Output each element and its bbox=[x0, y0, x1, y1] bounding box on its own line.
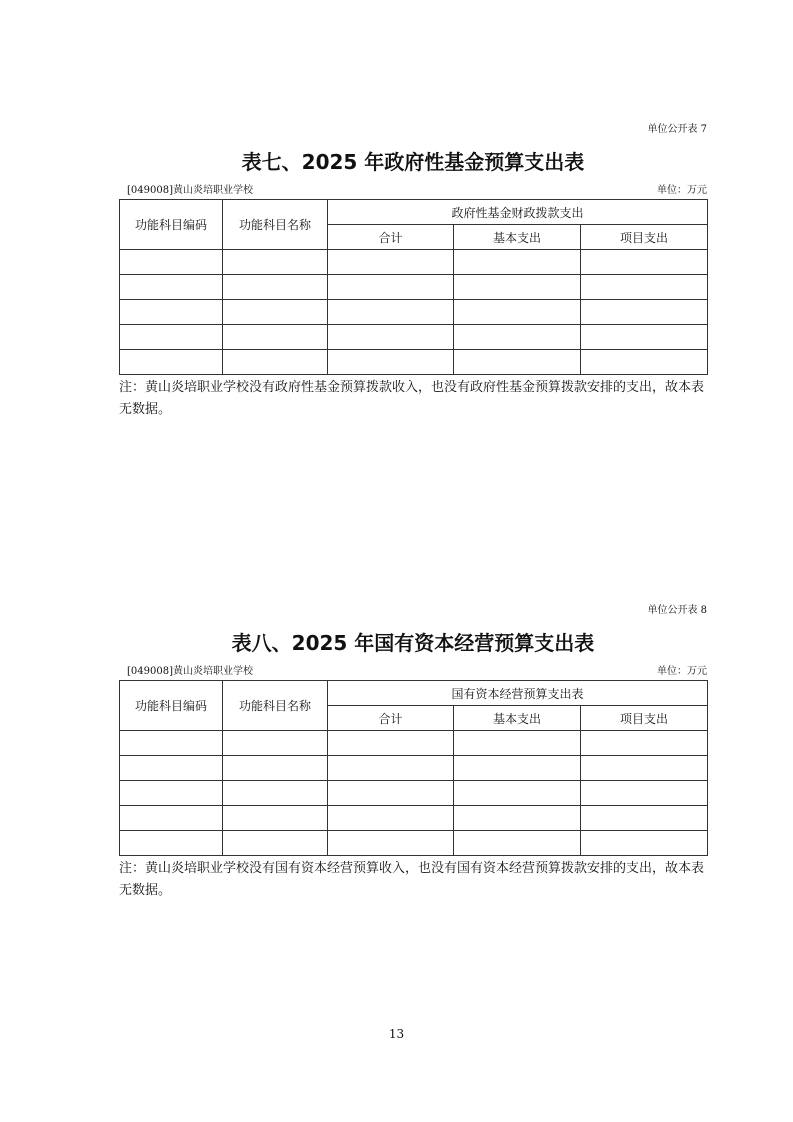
table-row bbox=[120, 781, 708, 806]
table-section-7 bbox=[119, 123, 707, 421]
table-row bbox=[120, 325, 708, 350]
table-row bbox=[120, 275, 708, 300]
table-note: 注：黄山炎培职业学校没有国有资本经营预算收入，也没有国有资本经营预算拨款安排的支出，故本表无数据。 bbox=[119, 861, 705, 898]
table-row bbox=[120, 350, 708, 375]
table-meta bbox=[119, 664, 707, 680]
header-basic: 基本支出 bbox=[454, 225, 581, 250]
header-project: 项目支出 bbox=[581, 225, 708, 250]
header-group: 政府性基金财政拨款支出 bbox=[328, 200, 708, 225]
expenditure-table bbox=[119, 199, 708, 375]
table-row bbox=[120, 756, 708, 781]
header-code: 功能科目编码 bbox=[120, 681, 223, 731]
unit-label: 单位：万元 bbox=[657, 185, 707, 196]
table-ref: 单位公开表 8 bbox=[647, 605, 707, 616]
header-name: 功能科目名称 bbox=[223, 200, 328, 250]
header-project: 项目支出 bbox=[581, 706, 708, 731]
header-code: 功能科目编码 bbox=[120, 200, 223, 250]
table-row bbox=[120, 806, 708, 831]
unit-label: 单位：万元 bbox=[657, 666, 707, 677]
table-meta bbox=[119, 183, 707, 199]
table-row bbox=[120, 300, 708, 325]
org-label: [049008]黄山炎培职业学校 bbox=[127, 185, 253, 196]
table-title: 表七、2025 年政府性基金预算支出表 bbox=[241, 150, 585, 174]
page-number: 13 bbox=[388, 1027, 405, 1041]
header-name: 功能科目名称 bbox=[223, 681, 328, 731]
header-group: 国有资本经营预算支出表 bbox=[328, 681, 708, 706]
table-note: 注：黄山炎培职业学校没有政府性基金预算拨款收入，也没有政府性基金预算拨款安排的支出，故本表无数据。 bbox=[119, 380, 705, 417]
header-total: 合计 bbox=[328, 225, 454, 250]
table-row bbox=[120, 831, 708, 856]
org-label: [049008]黄山炎培职业学校 bbox=[127, 666, 253, 677]
table-row bbox=[120, 731, 708, 756]
table-title: 表八、2025 年国有资本经营预算支出表 bbox=[231, 631, 595, 655]
table-ref: 单位公开表 7 bbox=[647, 124, 707, 135]
header-basic: 基本支出 bbox=[454, 706, 581, 731]
table-row bbox=[120, 250, 708, 275]
expenditure-table bbox=[119, 680, 708, 856]
header-total: 合计 bbox=[328, 706, 454, 731]
table-section-8 bbox=[119, 604, 707, 902]
